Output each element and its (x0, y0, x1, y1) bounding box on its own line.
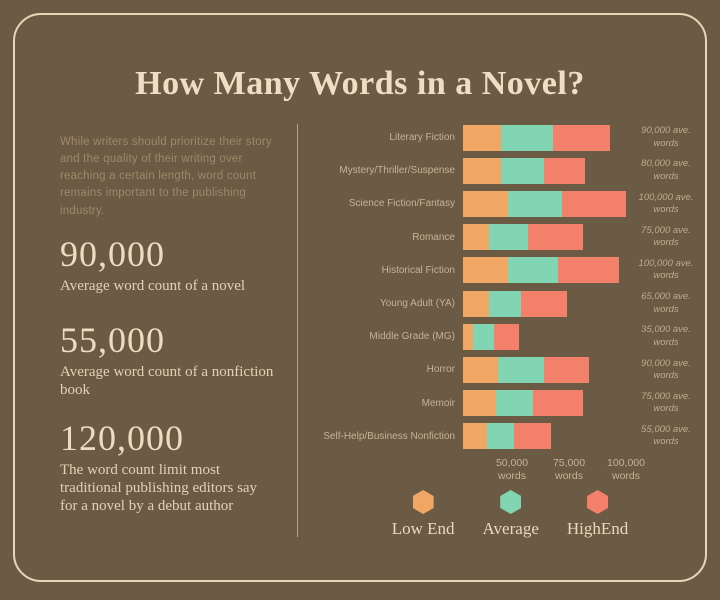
bar-area (463, 324, 628, 350)
genre-label: Horror (426, 364, 455, 376)
bar-segment-high (558, 257, 620, 283)
bar-area (463, 291, 628, 317)
genre-label: Science Fiction/Fantasy (348, 198, 455, 210)
legend-item (392, 490, 455, 539)
intro-paragraph: While writers should prioritize their story and the quality of their writing over reaching a certain length, word count remains important to the publishing industry. (60, 135, 272, 217)
bar-segment-low (463, 158, 501, 184)
chart-rows (310, 121, 710, 453)
stacked-bar (463, 423, 628, 449)
bar-segment-low (463, 224, 489, 250)
stat-block-novel (60, 236, 285, 295)
genre-label: Self-Help/Business Nonfiction (323, 430, 455, 442)
stacked-bar (463, 357, 628, 383)
bar-area (463, 357, 628, 383)
avg-words-annotation: 90,000 ave. words (641, 357, 691, 381)
avg-words-annotation: 35,000 ave. words (641, 324, 691, 348)
bar-segment-average (489, 291, 521, 317)
genre-label: Memoir (421, 397, 455, 409)
chart-row (310, 221, 710, 254)
chart-row (310, 121, 710, 154)
bar-segment-high (544, 357, 590, 383)
bar-area (463, 158, 628, 184)
bar-segment-low (463, 357, 498, 383)
word-count-chart (310, 121, 710, 483)
stat-value: 90,000 (60, 234, 165, 274)
legend-swatch-hexagon-icon (500, 490, 521, 514)
bar-area (463, 423, 628, 449)
chart-row (310, 387, 710, 420)
chart-row (310, 154, 710, 187)
bar-segment-average (498, 357, 544, 383)
legend-swatch-hexagon-icon (587, 490, 608, 514)
x-tick-label: 100,000 words (607, 457, 645, 483)
legend-swatch-hexagon-icon (413, 490, 434, 514)
bar-segment-low (463, 291, 489, 317)
stat-value: 55,000 (60, 320, 165, 360)
bar-segment-low (463, 390, 496, 416)
legend-item (567, 490, 628, 539)
divider-line (297, 124, 298, 537)
bar-area (463, 224, 628, 250)
avg-words-annotation: 75,000 ave. words (641, 390, 691, 415)
legend-label: Low End (391, 519, 455, 538)
bar-segment-high (521, 291, 567, 317)
genre-label: Middle Grade (MG) (369, 331, 455, 343)
stacked-bar (463, 224, 628, 250)
bar-segment-low (463, 191, 508, 217)
bar-segment-average (489, 224, 528, 250)
legend-item (483, 490, 539, 539)
bar-segment-high (514, 423, 551, 449)
genre-label: Historical Fiction (381, 264, 455, 276)
legend-label: HighEnd (566, 519, 629, 538)
bar-segment-high (494, 324, 519, 350)
bar-segment-high (528, 224, 583, 250)
bar-segment-average (501, 158, 544, 184)
page-title: How Many Words in a Novel? (135, 64, 585, 102)
bar-segment-average (501, 125, 553, 151)
bar-segment-low (463, 423, 487, 449)
stacked-bar (463, 390, 628, 416)
bar-segment-average (473, 324, 494, 350)
bar-segment-high (553, 125, 610, 151)
stacked-bar (463, 291, 628, 317)
stacked-bar (463, 257, 628, 283)
bar-area (463, 390, 628, 416)
bar-segment-average (487, 423, 514, 449)
chart-row (310, 287, 710, 320)
x-axis-ticks (463, 455, 645, 487)
avg-words-annotation: 100,000 ave. words (638, 191, 694, 215)
bar-segment-low (463, 257, 508, 283)
stat-block-nonfiction (60, 322, 285, 399)
genre-label: Mystery/Thriller/Suspense (339, 165, 455, 177)
legend-label: Average (482, 519, 539, 538)
legend (310, 490, 710, 539)
stacked-bar (463, 324, 628, 350)
bar-area (463, 125, 628, 151)
bar-segment-low (463, 125, 501, 151)
bar-area (463, 191, 628, 217)
avg-words-annotation: 55,000 ave. words (641, 423, 691, 448)
avg-words-annotation: 100,000 ave. words (638, 258, 694, 282)
bar-segment-average (508, 191, 563, 217)
stacked-bar (463, 191, 628, 217)
chart-row (310, 254, 710, 287)
genre-label: Young Adult (YA) (379, 298, 455, 310)
stat-caption: Average word count of a nonfiction book (60, 364, 274, 398)
chart-row (310, 420, 710, 453)
stacked-bar (463, 158, 628, 184)
avg-words-annotation: 80,000 ave. words (641, 158, 691, 182)
stat-caption: Average word count of a novel (60, 278, 246, 294)
x-tick-label: 75,000 words (552, 457, 586, 483)
bar-segment-average (508, 257, 558, 283)
bar-segment-high (544, 158, 585, 184)
avg-words-annotation: 90,000 ave. words (641, 125, 691, 149)
stat-block-debut-limit (60, 420, 285, 515)
stat-value: 120,000 (60, 418, 184, 458)
x-tick-label: 50,000 words (495, 457, 529, 483)
chart-row (310, 320, 710, 353)
chart-row (310, 187, 710, 220)
bar-area (463, 257, 628, 283)
stat-caption: The word count limit most traditional publishing editors say for a novel by a debut author (60, 462, 258, 514)
genre-label: Literary Fiction (389, 132, 455, 144)
stacked-bar (463, 125, 628, 151)
bar-segment-high (562, 191, 626, 217)
bar-segment-low (463, 324, 473, 350)
bar-segment-high (533, 390, 583, 416)
chart-row (310, 353, 710, 386)
genre-label: Romance (412, 231, 455, 243)
avg-words-annotation: 75,000 ave. words (641, 224, 691, 249)
bar-segment-average (496, 390, 533, 416)
avg-words-annotation: 65,000 ave. words (641, 291, 691, 315)
